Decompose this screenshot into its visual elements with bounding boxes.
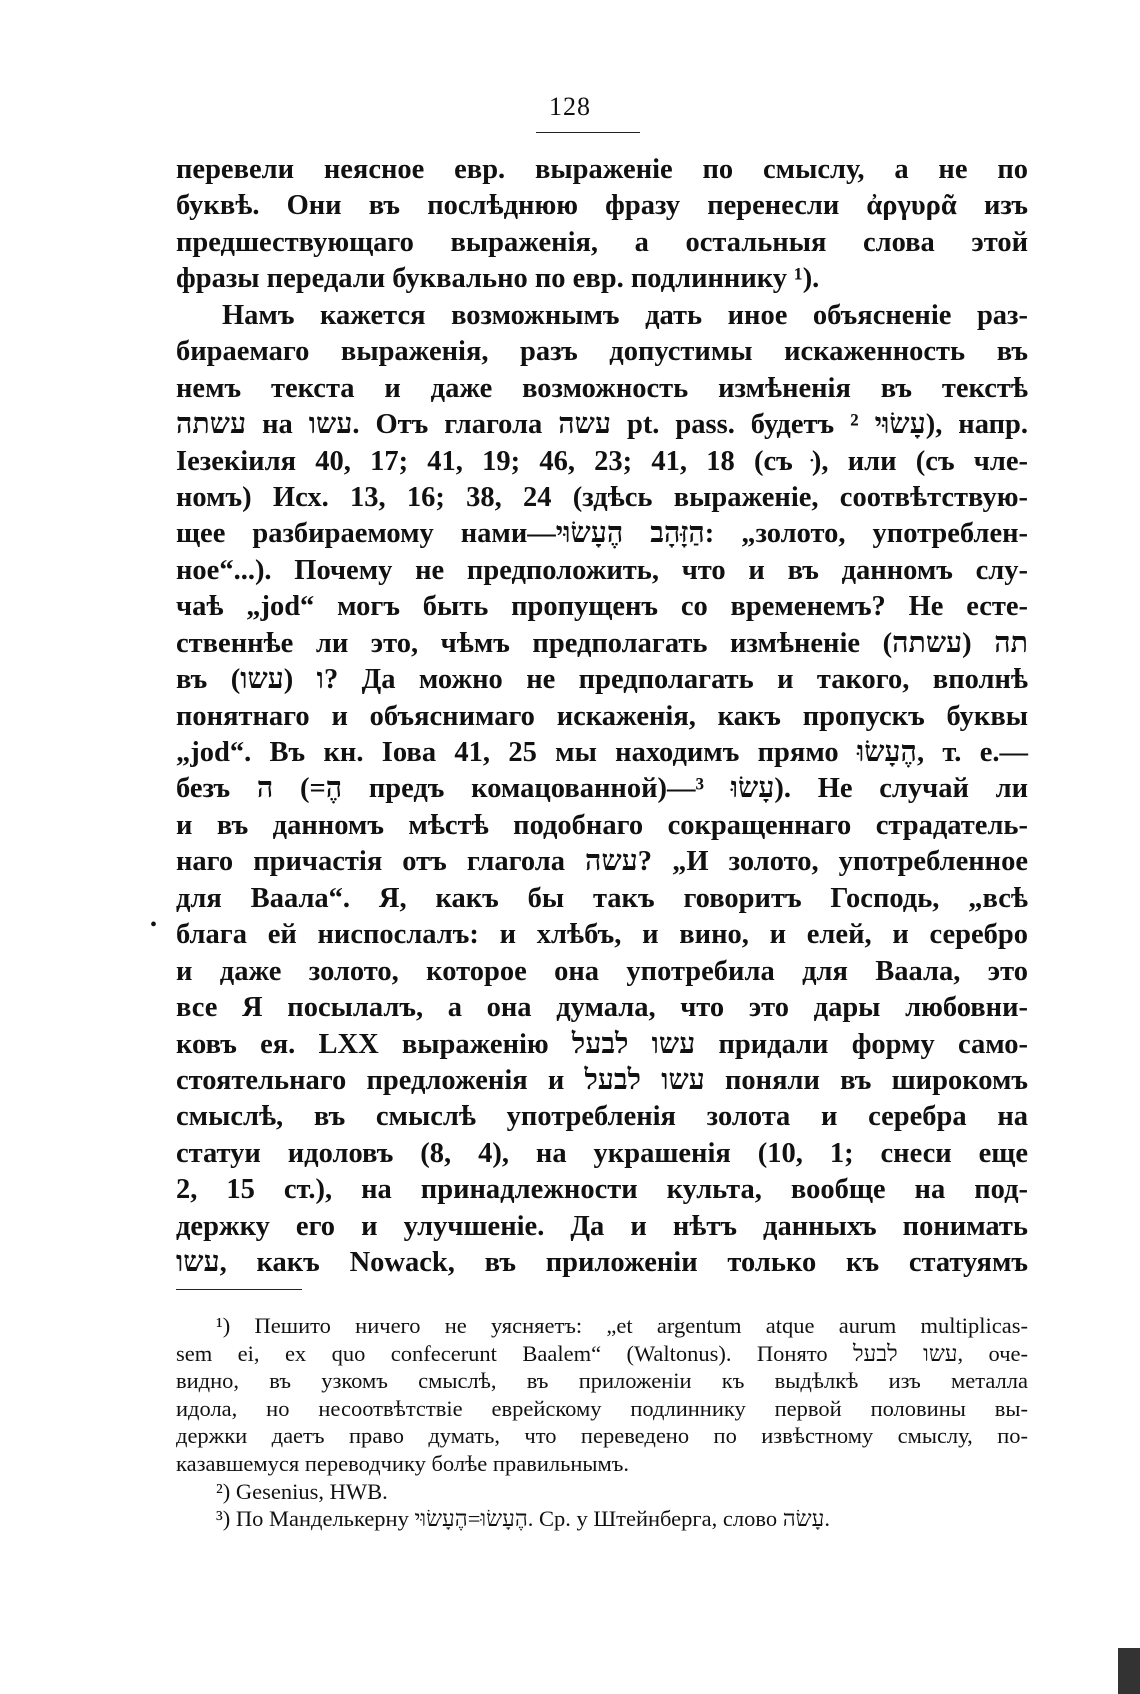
text-line: чаѣ „jod“ могъ быть пропущенъ со временемъ? Не есте- bbox=[176, 591, 1028, 623]
text-line: статуи идоловъ (8, 4), на украшенія (10, 1; снеси еще bbox=[176, 1137, 1028, 1169]
text-line: немъ текста и даже возможность измѣненія въ текстѣ bbox=[176, 372, 1028, 404]
text-line: Намъ кажется возможнымъ дать иное объясненіе раз- bbox=[222, 299, 1028, 331]
text-line: и даже золото, которое она употребила для Ваала, это bbox=[176, 955, 1028, 987]
text-line: блага ей ниспослалъ: и хлѣбъ, и вино, и елей, и серебро bbox=[176, 919, 1028, 951]
text-line: смыслѣ, въ смыслѣ употребленія золота и серебра на bbox=[176, 1101, 1028, 1133]
footnote-line: видно, въ узкомъ смыслѣ, въ приложеніи къ выдѣлкѣ изъ металла bbox=[176, 1368, 1028, 1394]
text-line: все Я посылалъ, а она думала, что это дары любовни- bbox=[176, 992, 1028, 1024]
text-line: עשו, какъ Nowack, въ приложеніи только къ статуямъ bbox=[176, 1247, 1028, 1279]
footnote-line: идола, но несоотвѣтствіе еврейскому подлиннику первой половины вы- bbox=[176, 1395, 1028, 1421]
text-line: ственнѣе ли это, чѣмъ предполагать измѣненіе תה (עשתה) bbox=[176, 627, 1028, 659]
text-line: безъ ה (=הֶ предъ комацованной)—עָשׂוּ ³). Не случай ли bbox=[176, 773, 1029, 805]
text-line: для Ваала“. Я, какъ бы такъ говоритъ Господь, „всѣ bbox=[176, 882, 1028, 914]
text-line: буквѣ. Они въ послѣднюю фразу перенесли ἀργυρᾶ изъ bbox=[176, 190, 1028, 222]
text-line: „jod“. Въ кн. Іова 41, 25 мы находимъ прямо הֶעָשׂוּ, т. е.— bbox=[176, 737, 1028, 768]
footnote-line: казавшемуся переводчику болѣе правильнымъ. bbox=[176, 1450, 630, 1476]
text-line: наго причастія отъ глагола עשה? „И золото, употребленное bbox=[176, 846, 1028, 878]
footnote-line: ³) По Манделькерну הֶעָשׂוּ=הֶעָשׂוּי. Ср. у Штейнберга, слово עָשׂה. bbox=[216, 1506, 830, 1532]
text-line: фразы передали буквально по евр. подлиннику ¹). bbox=[176, 263, 820, 295]
page-number-underline bbox=[536, 132, 640, 133]
text-line: понятнаго и объяснимаго искаженія, какъ пропускъ буквы bbox=[176, 700, 1028, 732]
text-line: стоятельнаго предложенія и עשו לבעל поняли въ широкомъ bbox=[176, 1064, 1028, 1096]
scan-edge-mark bbox=[1118, 1648, 1140, 1694]
footnote-separator bbox=[176, 1289, 302, 1290]
text-line: держку его и улучшеніе. Да и нѣтъ данныхъ понимать bbox=[176, 1210, 1028, 1242]
text-line: перевели неясное евр. выраженіе по смыслу, а не по bbox=[176, 154, 1028, 185]
text-line: бираемаго выраженія, разъ допустимы искаженность въ bbox=[176, 336, 1028, 368]
text-line: номъ) Исх. 13, 16; 38, 24 (здѣсь выраженіе, соотвѣтствую- bbox=[176, 481, 1028, 513]
footnote-line: держки даетъ право думать, что переведено по извѣстному смыслу, по- bbox=[176, 1423, 1028, 1449]
footnote-line: ²) Gesenius, HWB. bbox=[216, 1478, 388, 1504]
page-number: 128 bbox=[549, 92, 591, 121]
footnotes bbox=[176, 1312, 1028, 1533]
text-line: ное“...). Почему не предположить, что и въ данномъ слу- bbox=[176, 554, 1028, 586]
margin-mark: • bbox=[150, 914, 158, 936]
text-line: щее разбираемому нами—הַזָּהָב הֶעָשׂוּי: „золото, употреблен- bbox=[176, 518, 1029, 550]
main-text bbox=[176, 152, 1028, 1282]
text-line: ковъ ея. LXX выраженію עשו לבעל придали форму само- bbox=[176, 1028, 1028, 1060]
footnote-line: ¹) Пешито ничего не уясняетъ: „et argentum atque aurum multiplicas- bbox=[216, 1313, 1028, 1338]
text-line: въ ו (עשו)? Да можно не предполагать и такого, вполнѣ bbox=[176, 664, 1029, 696]
text-line: עשתה на עשו. Отъ глагола עשה pt. pass. будетъ עָשׂוּי ²), напр. bbox=[176, 409, 1028, 441]
text-line: 2, 15 ст.), на принадлежности культа, вообще на под- bbox=[176, 1174, 1028, 1206]
text-line: Іезекіиля 40, 17; 41, 19; 46, 23; 41, 18 (съ ּ), или (съ чле- bbox=[176, 445, 1028, 477]
text-line: предшествующаго выраженія, а остальныя слова этой bbox=[176, 226, 1028, 258]
text-line: и въ данномъ мѣстѣ подобнаго сокращеннаго страдатель- bbox=[176, 809, 1028, 841]
footnote-line: sem ei, ex quo confecerunt Baalem“ (Waltonus). Понято עשו לבעל, оче- bbox=[176, 1340, 1029, 1366]
